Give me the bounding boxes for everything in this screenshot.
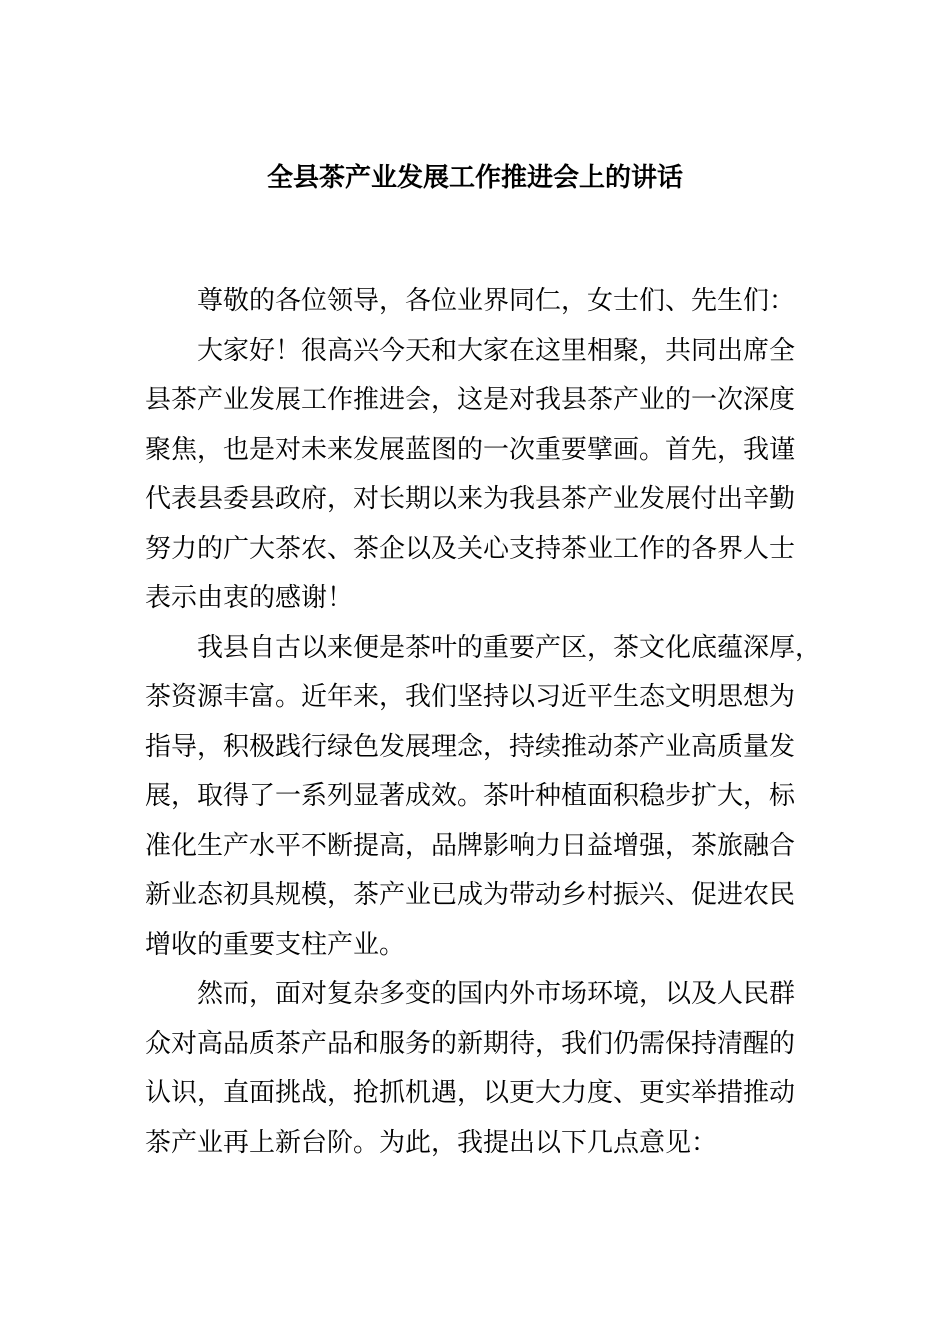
text-line: 指导，积极践行绿色发展理念，持续推动茶产业高质量发 [145, 731, 796, 762]
text-line: 茶产业再上新台阶。为此，我提出以下几点意见： [145, 1127, 718, 1158]
text-line: 众对高品质茶产品和服务的新期待，我们仍需保持清醒的 [145, 1028, 796, 1059]
text-line: 努力的广大茶农、茶企以及关心支持茶业工作的各界人士 [145, 533, 796, 564]
paragraph-achievements [145, 624, 822, 971]
speech-body [145, 277, 822, 1168]
paragraph-welcome [145, 327, 810, 624]
text-line: 茶资源丰富。近年来，我们坚持以习近平生态文明思想为 [145, 682, 796, 712]
text-line: 我县自古以来便是茶叶的重要产区，茶文化底蕴深厚， [197, 632, 822, 663]
text-line: 表示由衷的感谢！ [145, 583, 354, 613]
text-line: 增收的重要支柱产业。 [145, 929, 406, 960]
text-line: 展，取得了一系列显著成效。茶叶种植面积稳步扩大，标 [145, 781, 796, 811]
text-line: 然而，面对复杂多变的国内外市场环境，以及人民群 [197, 979, 796, 1009]
page-title: 全县茶产业发展工作推进会上的讲话 [266, 163, 683, 193]
text-line: 尊敬的各位领导，各位业界同仁，女士们、先生们： [197, 286, 796, 316]
paragraph-challenges [145, 970, 810, 1168]
text-line: 准化生产水平不断提高，品牌影响力日益增强，茶旅融合 [145, 830, 796, 861]
text-line: 大家好！很高兴今天和大家在这里相聚，共同出席全 [197, 335, 796, 366]
text-line: 新业态初具规模，茶产业已成为带动乡村振兴、促进农民 [145, 880, 796, 910]
text-line: 代表县委县政府，对长期以来为我县茶产业发展付出辛勤 [145, 484, 796, 514]
paragraph-greeting [145, 277, 810, 327]
text-line: 县茶产业发展工作推进会，这是对我县茶产业的一次深度 [145, 385, 796, 415]
text-line: 聚焦，也是对未来发展蓝图的一次重要擘画。首先，我谨 [145, 434, 796, 465]
text-line: 认识，直面挑战，抢抓机遇，以更大力度、更实举措推动 [145, 1078, 796, 1108]
